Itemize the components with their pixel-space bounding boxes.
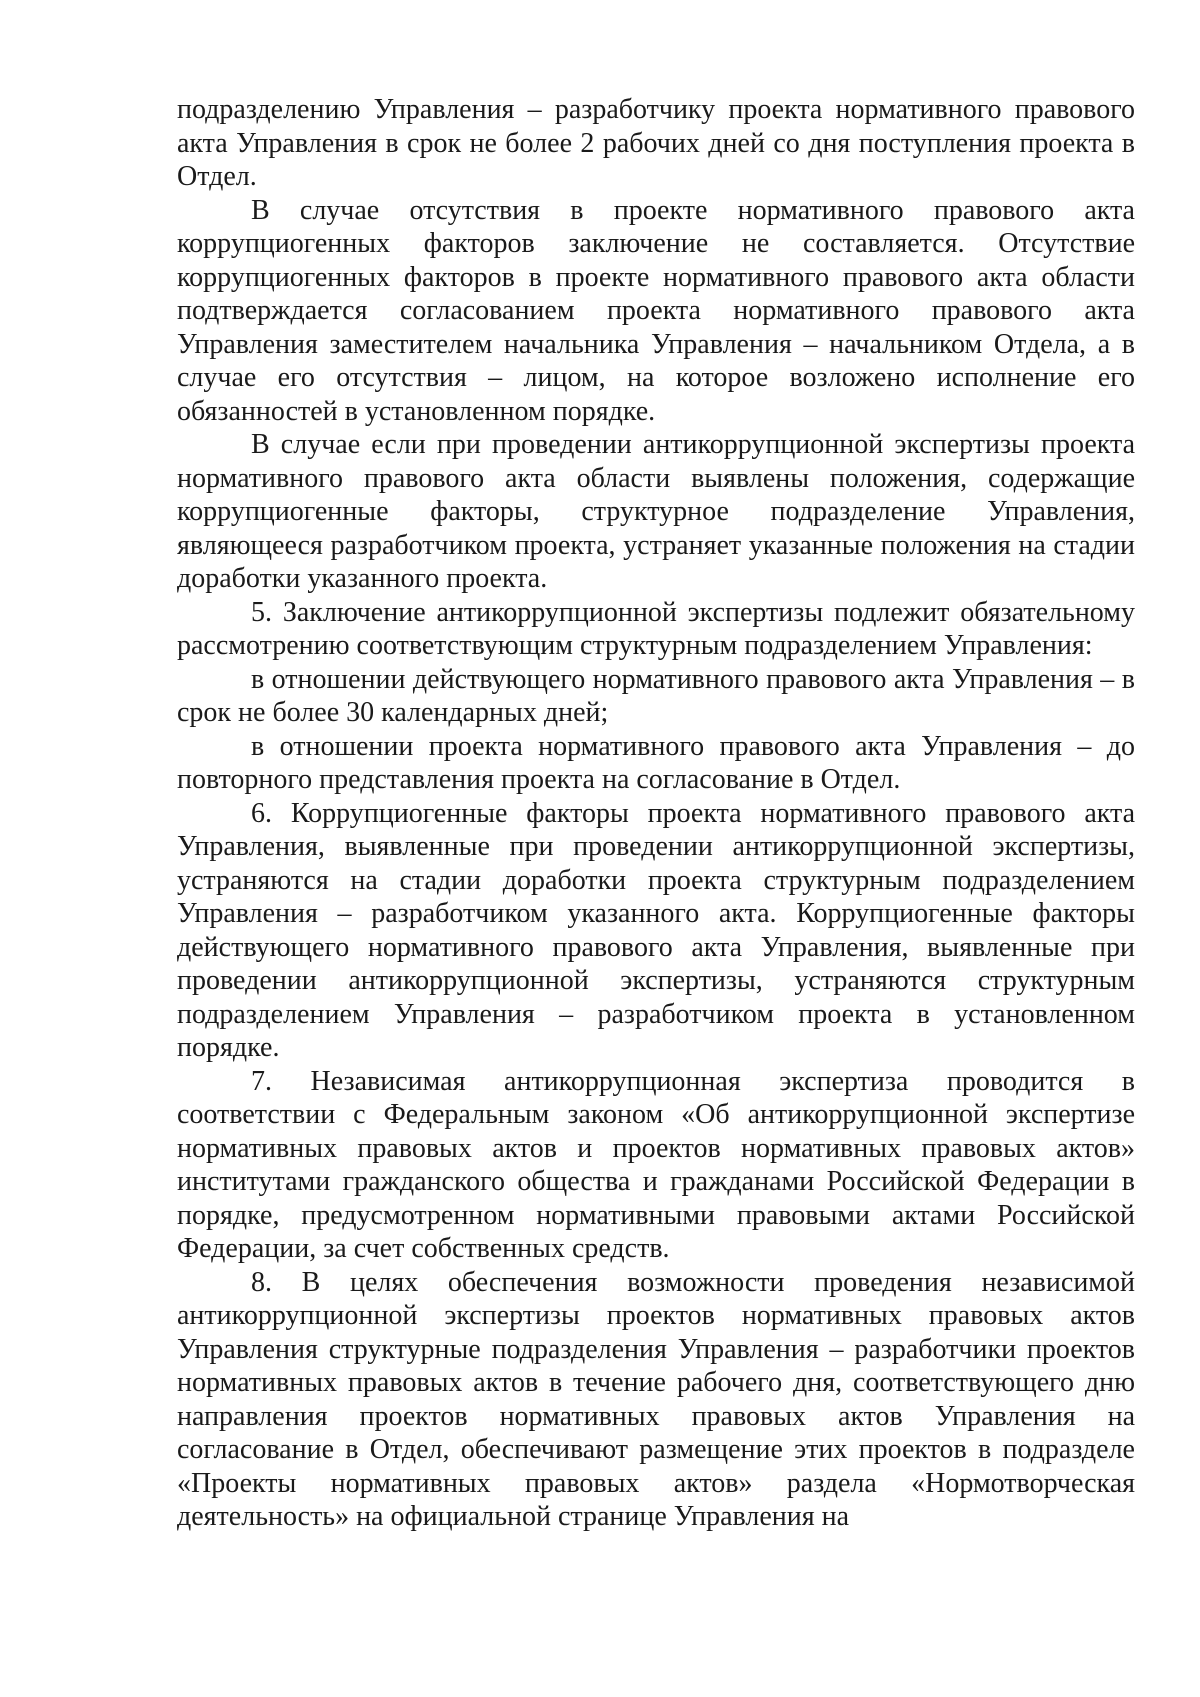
paragraph-continuation: подразделению Управления – разработчику проекта нормативного правового акта Управления в срок не более 2 рабочих дней со дня поступления проекта в Отдел. bbox=[177, 94, 1135, 192]
paragraph-item-5-current-act: в отношении действующего нормативного правового акта Управления – в срок не более 30 календарных дней; bbox=[177, 663, 1135, 728]
paragraph-item-6: 6. Коррупциогенные факторы проекта нормативного правового акта Управления, выявленные при проведении антикоррупционной экспертизы, устраняются на стадии доработки проекта структурным подразделением Управления – разработчиком указанного акта. Коррупциогенные факторы действующего нормативного правового акта Управления, выявленные при проведении антикоррупционной экспертизы, устраняются структурным подразделением Управления – разработчиком проекта в установленном порядке. bbox=[177, 797, 1135, 1063]
paragraph-no-factors: В случае отсутствия в проекте нормативного правового акта коррупциогенных факторов заключение не составляется. Отсутствие коррупциогенных факторов в проекте нормативного правового акта области подтверждается согласованием проекта нормативного правового акта Управления заместителем начальника Управления – начальником Отдела, а в случае его отсутствия – лицом, на которое возложено исполнение его обязанностей в установленном порядке. bbox=[177, 194, 1135, 427]
paragraph-factors-found: В случае если при проведении антикоррупционной экспертизы проекта нормативного правового акта области выявлены положения, содержащие коррупциогенные факторы, структурное подразделение Управления, являющееся разработчиком проекта, устраняет указанные положения на стадии доработки указанного проекта. bbox=[177, 429, 1135, 594]
paragraph-item-5: 5. Заключение антикоррупционной экспертизы подлежит обязательному рассмотрению соответствующим структурным подразделением Управления: bbox=[177, 596, 1135, 661]
paragraph-item-5-draft-act: в отношении проекта нормативного правового акта Управления – до повторного представления проекта на согласование в Отдел. bbox=[177, 730, 1135, 795]
paragraph-item-8: 8. В целях обеспечения возможности проведения независимой антикоррупционной экспертизы проектов нормативных правовых актов Управления структурные подразделения Управления – разработчики проектов нормативных правовых актов в течение рабочего дня, соответствующего дню направления проектов нормативных правовых актов Управления на согласование в Отдел, обеспечивают размещение этих проектов в подразделе «Проекты нормативных правовых актов» раздела «Нормотворческая деятельность» на официальной странице Управления на bbox=[177, 1266, 1135, 1532]
paragraph-item-7: 7. Независимая антикоррупционная экспертиза проводится в соответствии с Федеральным законом «Об антикоррупционной экспертизе нормативных правовых актов и проектов нормативных правовых актов» институтами гражданского общества и гражданами Российской Федерации в порядке, предусмотренном нормативными правовыми актами Российской Федерации, за счет собственных средств. bbox=[177, 1065, 1135, 1264]
document-body bbox=[177, 93, 1135, 1534]
